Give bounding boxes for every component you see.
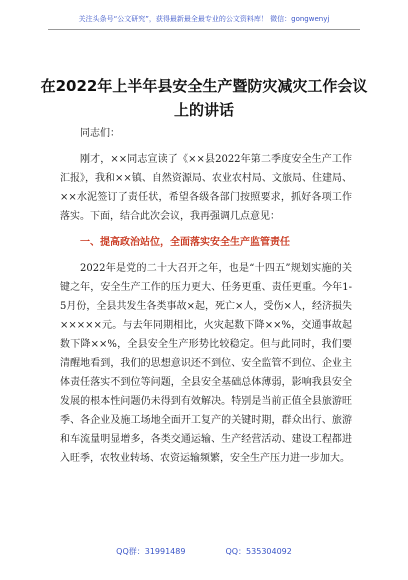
document-title: 在2022年上半年县安全生产暨防灾减灾工作会议上的讲话 [40,77,368,119]
header-divider [48,29,360,30]
footer-qq: QQ：535304092 [225,547,292,556]
footer-contact [0,547,408,557]
footer-qq-group: QQ群：31991489 [116,547,186,556]
section-heading: 一、提高政治站位，全面落实安全生产监管责任 [80,237,290,248]
intro-paragraph: 刚才，××同志宣读了《××县2022年第二季度安全生产工作汇报》，我和××镇、自然资源局、农业农村局、文旅局、住建局、××水泥签订了责任状，希望各级各部门按照要求，抓好各项工作落实。下面，结合此次会议，我再强调几点意见： [60,154,352,222]
salutation: 同志们： [80,128,120,139]
document-body [60,124,352,468]
header-banner-link[interactable]: 关注头条号“公文研究”，获得最新最全最专业的公文资料库！ 微信：gongwenyj [78,15,330,23]
section-paragraph: 2022年是党的二十大召开之年，也是“十四五”规划实施的关键之年，安全生产工作的压力更大、任务更重、责任更重。今年1-5月份，全县共发生各类事故×起，死亡×人，受伤×人，经济损失×××××元。与去年同期相比，火灾起数下降××%，交通事故起数下降××%，全县安全生产形势比较稳定。但与此同时，我们要清醒地看到，我们的思想意识还不到位、安全监管不到位、企业主体责任落实不到位等问题，全县安全基础总体薄弱，影响我县安全发展的根本性问题仍未得到有效解决。特别是当前正值全县旅游旺季、各企业及施工场地全面开工复产的关键时期，群众出行、旅游和车流量明显增多，各类交通运输、生产经营活动、建设工程都进入旺季，农牧业转场、农资运输频繁，安全生产压力进一步加大。 [60,263,352,464]
